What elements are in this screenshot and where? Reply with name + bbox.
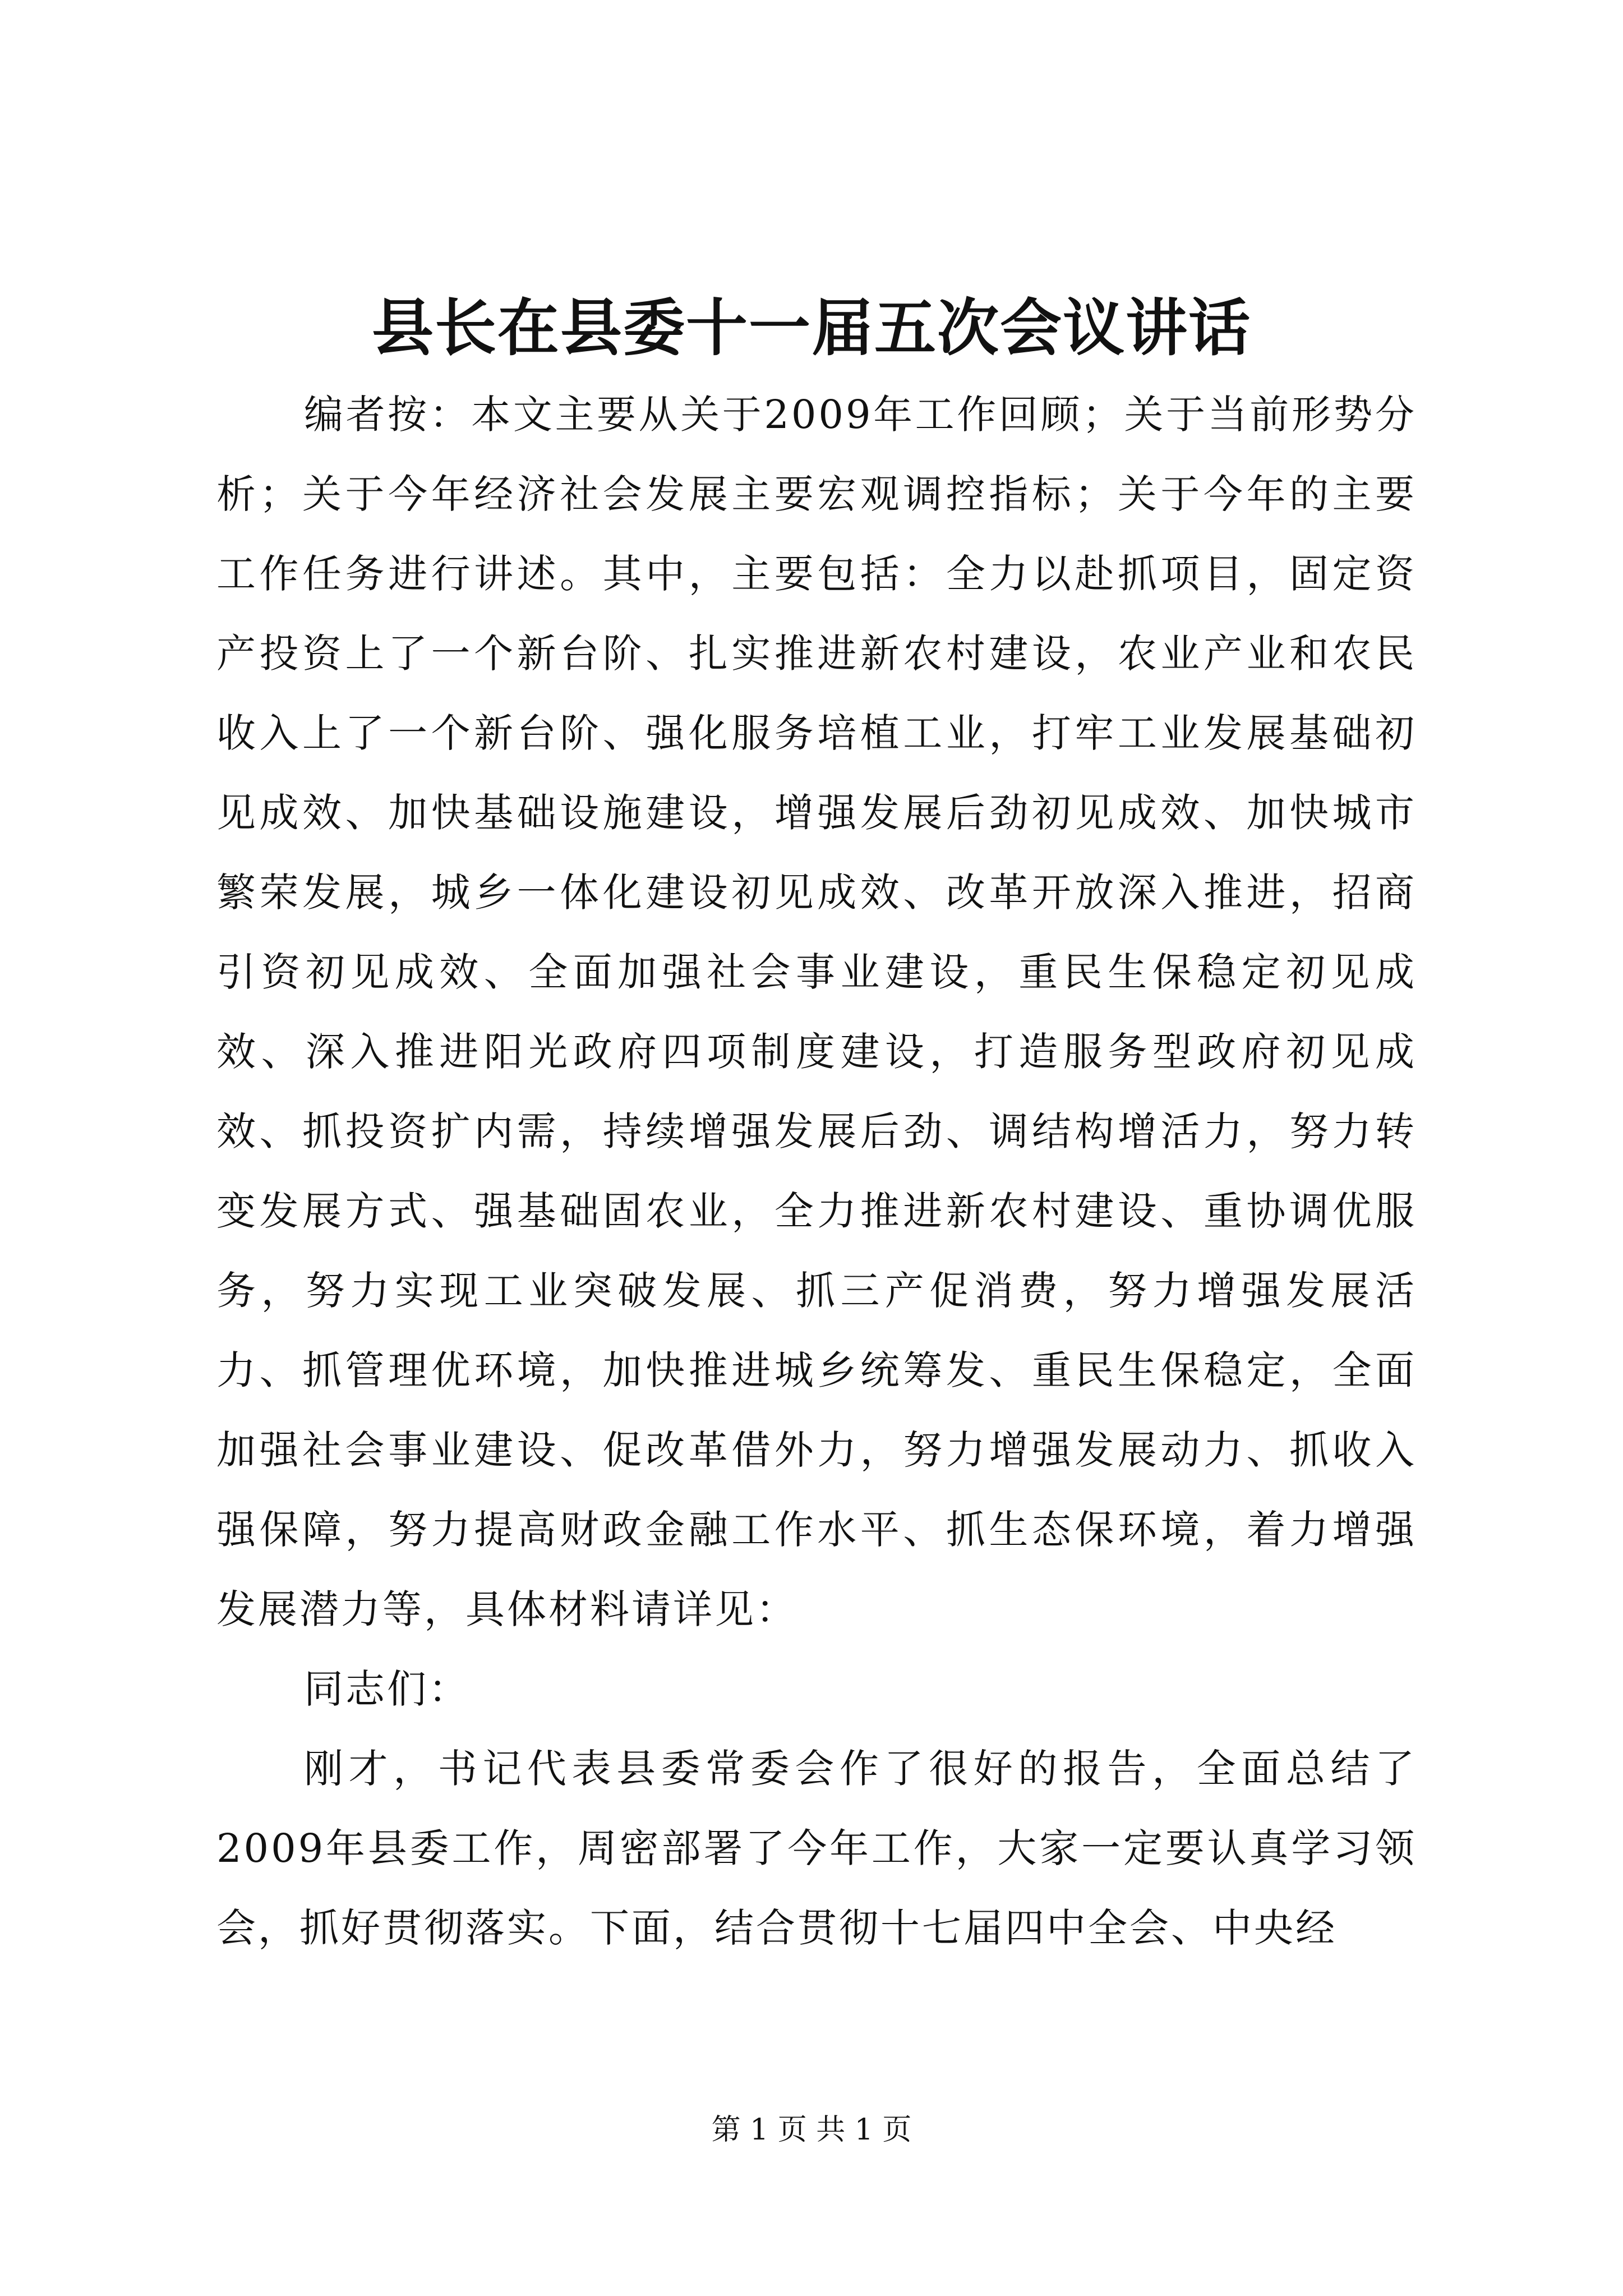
document-body: [216, 375, 1417, 1968]
editor-note-paragraph: 编者按：本文主要从关于2009年工作回顾；关于当前形势分析；关于今年经济社会发展主要宏观调控指标；关于今年的主要工作任务进行讲述。其中，主要包括：全力以赴抓项目，固定资产投资上了一个新台阶、扎实推进新农村建设，农业产业和农民收入上了一个新台阶、强化服务培植工业，打牢工业发展基础初见成效、加快基础设施建设，增强发展后劲初见成效、加快城市繁荣发展，城乡一体化建设初见成效、改革开放深入推进，招商引资初见成效、全面加强社会事业建设，重民生保稳定初见成效、深入推进阳光政府四项制度建设，打造服务型政府初见成效、抓投资扩内需，持续增强发展后劲、调结构增活力，努力转变发展方式、强基础固农业，全力推进新农村建设、重协调优服务，努力实现工业突破发展、抓三产促消费，努力增强发展活力、抓管理优环境，加快推进城乡统筹发、重民生保稳定，全面加强社会事业建设、促改革借外力，努力增强发展动力、抓收入强保障，努力提高财政金融工作水平、抓生态保环境，着力增强发展潜力等，具体材料请详见：: [216, 392, 1417, 1632]
page-number-footer: 第 1 页 共 1 页: [711, 2113, 912, 2147]
salutation-paragraph: 同志们：: [304, 1666, 470, 1712]
document-title: 县长在县委十一届五次会议讲话: [372, 292, 1251, 364]
speech-opening-paragraph: 刚才，书记代表县委常委会作了很好的报告，全面总结了2009年县委工作，周密部署了今年工作，大家一定要认真学习领会，抓好贯彻落实。下面，结合贯彻十七届四中全会、中央经: [216, 1746, 1417, 1951]
